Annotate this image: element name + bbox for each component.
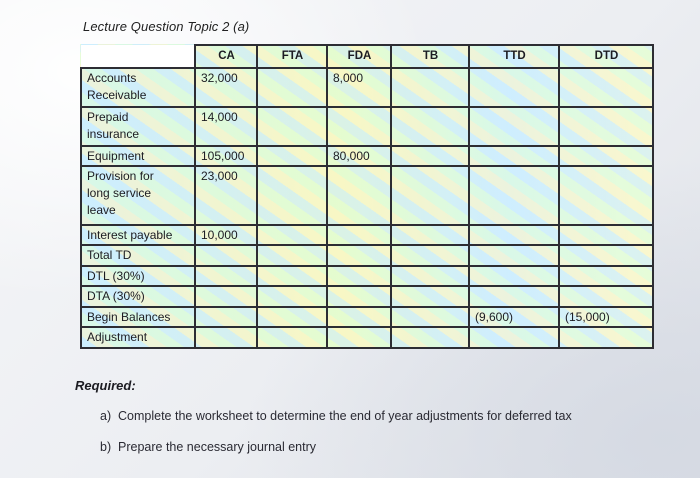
row-label: Equipment	[81, 146, 195, 167]
cell-fda: 8,000	[327, 68, 391, 107]
cell-fda	[327, 327, 391, 348]
cell-ttd	[469, 266, 559, 287]
cell-dtd	[559, 286, 653, 307]
cell-fta	[257, 166, 327, 224]
table-row	[81, 266, 653, 287]
cell-tb	[391, 307, 469, 328]
cell-fta	[257, 107, 327, 146]
column-header-fda: FDA	[327, 45, 391, 68]
cell-ttd	[469, 245, 559, 266]
cell-ca: 32,000	[195, 68, 257, 107]
cell-dtd	[559, 266, 653, 287]
task-a-text: Complete the worksheet to determine the end of year adjustments for deferred tax	[118, 409, 572, 423]
table-row	[81, 166, 653, 224]
cell-fta	[257, 245, 327, 266]
cell-tb	[391, 107, 469, 146]
cell-fda	[327, 225, 391, 246]
table-row	[81, 146, 653, 167]
cell-ca	[195, 286, 257, 307]
task-b-text: Prepare the necessary journal entry	[118, 440, 317, 454]
cell-tb	[391, 327, 469, 348]
cell-ca	[195, 245, 257, 266]
cell-ttd	[469, 146, 559, 167]
table-row	[81, 225, 653, 246]
cell-ca: 14,000	[195, 107, 257, 146]
column-header-tb: TB	[391, 45, 469, 68]
page-title: Lecture Question Topic 2 (a)	[83, 19, 250, 34]
cell-dtd: (15,000)	[559, 307, 653, 328]
cell-ca	[195, 327, 257, 348]
column-header-dtd: DTD	[559, 45, 653, 68]
column-header-ca: CA	[195, 45, 257, 68]
table-row	[81, 327, 653, 348]
cell-fda	[327, 107, 391, 146]
cell-ttd	[469, 286, 559, 307]
cell-dtd	[559, 107, 653, 146]
cell-tb	[391, 266, 469, 287]
cell-ttd: (9,600)	[469, 307, 559, 328]
cell-fda	[327, 266, 391, 287]
row-label: Begin Balances	[81, 307, 195, 328]
task-a-letter: a)	[100, 409, 112, 423]
task-a	[100, 409, 572, 423]
header-corner	[81, 45, 195, 68]
cell-fda: 80,000	[327, 146, 391, 167]
cell-tb	[391, 286, 469, 307]
column-header-fta: FTA	[257, 45, 327, 68]
cell-fda	[327, 166, 391, 224]
cell-fta	[257, 327, 327, 348]
row-label: DTL (30%)	[81, 266, 195, 287]
cell-fda	[327, 307, 391, 328]
cell-ttd	[469, 166, 559, 224]
task-b	[100, 440, 316, 454]
table-row	[81, 286, 653, 307]
cell-ca: 10,000	[195, 225, 257, 246]
row-label: Provision for long service leave	[81, 166, 195, 224]
cell-fta	[257, 307, 327, 328]
cell-tb	[391, 166, 469, 224]
row-label: DTA (30%)	[81, 286, 195, 307]
row-label: Total TD	[81, 245, 195, 266]
row-label: Adjustment	[81, 327, 195, 348]
row-label: Accounts Receivable	[81, 68, 195, 107]
cell-ca: 23,000	[195, 166, 257, 224]
deferred-tax-worksheet	[80, 44, 654, 349]
worksheet-body	[81, 68, 653, 348]
cell-tb	[391, 245, 469, 266]
cell-fta	[257, 146, 327, 167]
table-row	[81, 107, 653, 146]
cell-dtd	[559, 68, 653, 107]
cell-ttd	[469, 327, 559, 348]
table-row	[81, 245, 653, 266]
cell-dtd	[559, 327, 653, 348]
cell-tb	[391, 146, 469, 167]
cell-dtd	[559, 245, 653, 266]
cell-fda	[327, 245, 391, 266]
row-label: Interest payable	[81, 225, 195, 246]
cell-ttd	[469, 107, 559, 146]
cell-fta	[257, 286, 327, 307]
cell-ca	[195, 307, 257, 328]
task-b-letter: b)	[100, 440, 112, 454]
cell-fda	[327, 286, 391, 307]
table-row	[81, 68, 653, 107]
column-header-ttd: TTD	[469, 45, 559, 68]
required-heading: Required:	[75, 378, 136, 393]
cell-ttd	[469, 225, 559, 246]
cell-dtd	[559, 225, 653, 246]
cell-tb	[391, 225, 469, 246]
cell-fta	[257, 225, 327, 246]
cell-fta	[257, 266, 327, 287]
cell-dtd	[559, 146, 653, 167]
table-row	[81, 307, 653, 328]
cell-ca	[195, 266, 257, 287]
cell-fta	[257, 68, 327, 107]
cell-ca: 105,000	[195, 146, 257, 167]
row-label: Prepaid insurance	[81, 107, 195, 146]
header-row	[81, 45, 653, 68]
cell-ttd	[469, 68, 559, 107]
cell-dtd	[559, 166, 653, 224]
cell-tb	[391, 68, 469, 107]
